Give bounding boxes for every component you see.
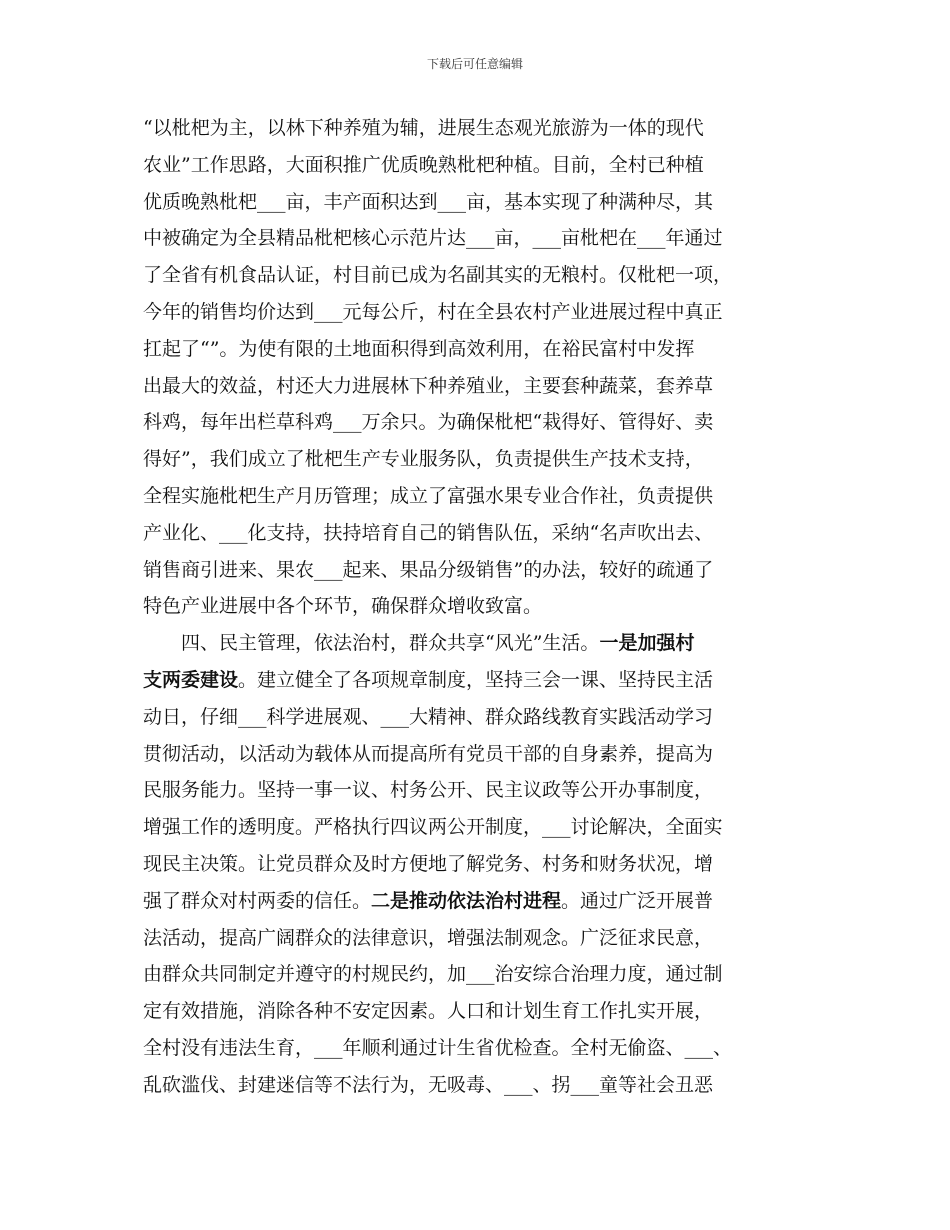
text-line: 增强工作的透明度。严格执行四议两公开制度，___讨论解决，全面实: [143, 816, 723, 839]
bold-point-one: 一是加强村: [599, 632, 695, 655]
text-line: 由群众共同制定并遵守的村规民约，加___治安综合治理力度，通过制: [143, 963, 723, 986]
text-line: 定有效措施，消除各种不安定因素。人口和计划生育工作扎实开展，: [143, 1000, 714, 1023]
text-line: 强了群众对村两委的信任。二是推动依法治村进程。通过广泛开展普: [143, 889, 714, 912]
document-body: [143, 110, 823, 1104]
text-line: 扛起了“”。为使有限的土地面积得到高效利用，在裕民富村中发挥: [143, 337, 695, 360]
text-line: 全村没有违法生育，___年顺利通过计生省优检查。全村无偷盗、___、: [143, 1036, 733, 1059]
text-line: 民服务能力。坚持一事一议、村务公开、民主议政等公开办事制度，: [143, 779, 714, 802]
text-line: 动日，仔细___科学进展观、___大精神、群众路线教育实践活动学习: [143, 705, 714, 728]
text-line: 中被确定为全县精品枇杷核心示范片达___亩，___亩枇杷在___年通过: [143, 227, 723, 250]
section-heading: 四、民主管理，依法治村，群众共享“风光”生活。: [181, 632, 600, 655]
text-line: 了全省有机食品认证，村目前已成为名副其实的无粮村。仅枇杷一项，: [143, 264, 733, 287]
text-line: 优质晚熟枇杷___亩，丰产面积达到___亩，基本实现了种满种尽，其: [143, 190, 714, 213]
text-line: 产业化、___化支持，扶持培育自己的销售队伍，采纳“名声吹出去、: [143, 521, 714, 544]
text-line: 得好”，我们成立了枇杷生产专业服务队，负责提供生产技术支持，: [143, 448, 704, 471]
text-line: 现民主决策。让党员群众及时方便地了解党务、村务和财务状况，增: [143, 852, 714, 875]
text-line: 贯彻活动，以活动为载体从而提高所有党员干部的自身素养，提高为: [143, 742, 714, 765]
text-line: 今年的销售均价达到___元每公斤，村在全县农村产业进展过程中真正: [143, 300, 723, 323]
bold-point-one-cont: 支两委建设: [143, 668, 239, 691]
text-line: 乱砍滥伐、封建迷信等不法行为，无吸毒、___、拐___童等社会丑恶: [143, 1073, 714, 1096]
text-line: 科鸡，每年出栏草科鸡___万余只。为确保枇杷“栽得好、管得好、卖: [143, 411, 714, 434]
text-line: 支两委建设。建立健全了各项规章制度，坚持三会一课、坚持民主活: [143, 668, 714, 691]
bold-point-two: 二是推动依法治村进程: [371, 889, 562, 912]
text-line: “以枇杷为主，以林下种养殖为辅，进展生态观光旅游为一体的现代: [143, 117, 704, 139]
text-line: 法活动，提高广阔群众的法律意识，增强法制观念。广泛征求民意，: [143, 926, 714, 949]
text-line: 全程实施枇杷生产月历管理；成立了富强水果专业合作社，负责提供: [143, 484, 714, 507]
text-line: 特色产业进展中各个环节，确保群众增收致富。: [143, 595, 543, 618]
text-line: 出最大的效益，村还大力进展林下种养殖业，主要套种蔬菜，套养草: [143, 374, 714, 397]
page-header-note: 下载后可任意编辑: [426, 57, 523, 71]
text-line: 销售商引进来、果农___起来、果品分级销售”的办法，较好的疏通了: [143, 558, 714, 581]
section-heading-line: [143, 625, 823, 662]
text-line: 农业”工作思路，大面积推广优质晚熟枇杷种植。目前，全村已种植: [143, 153, 704, 176]
